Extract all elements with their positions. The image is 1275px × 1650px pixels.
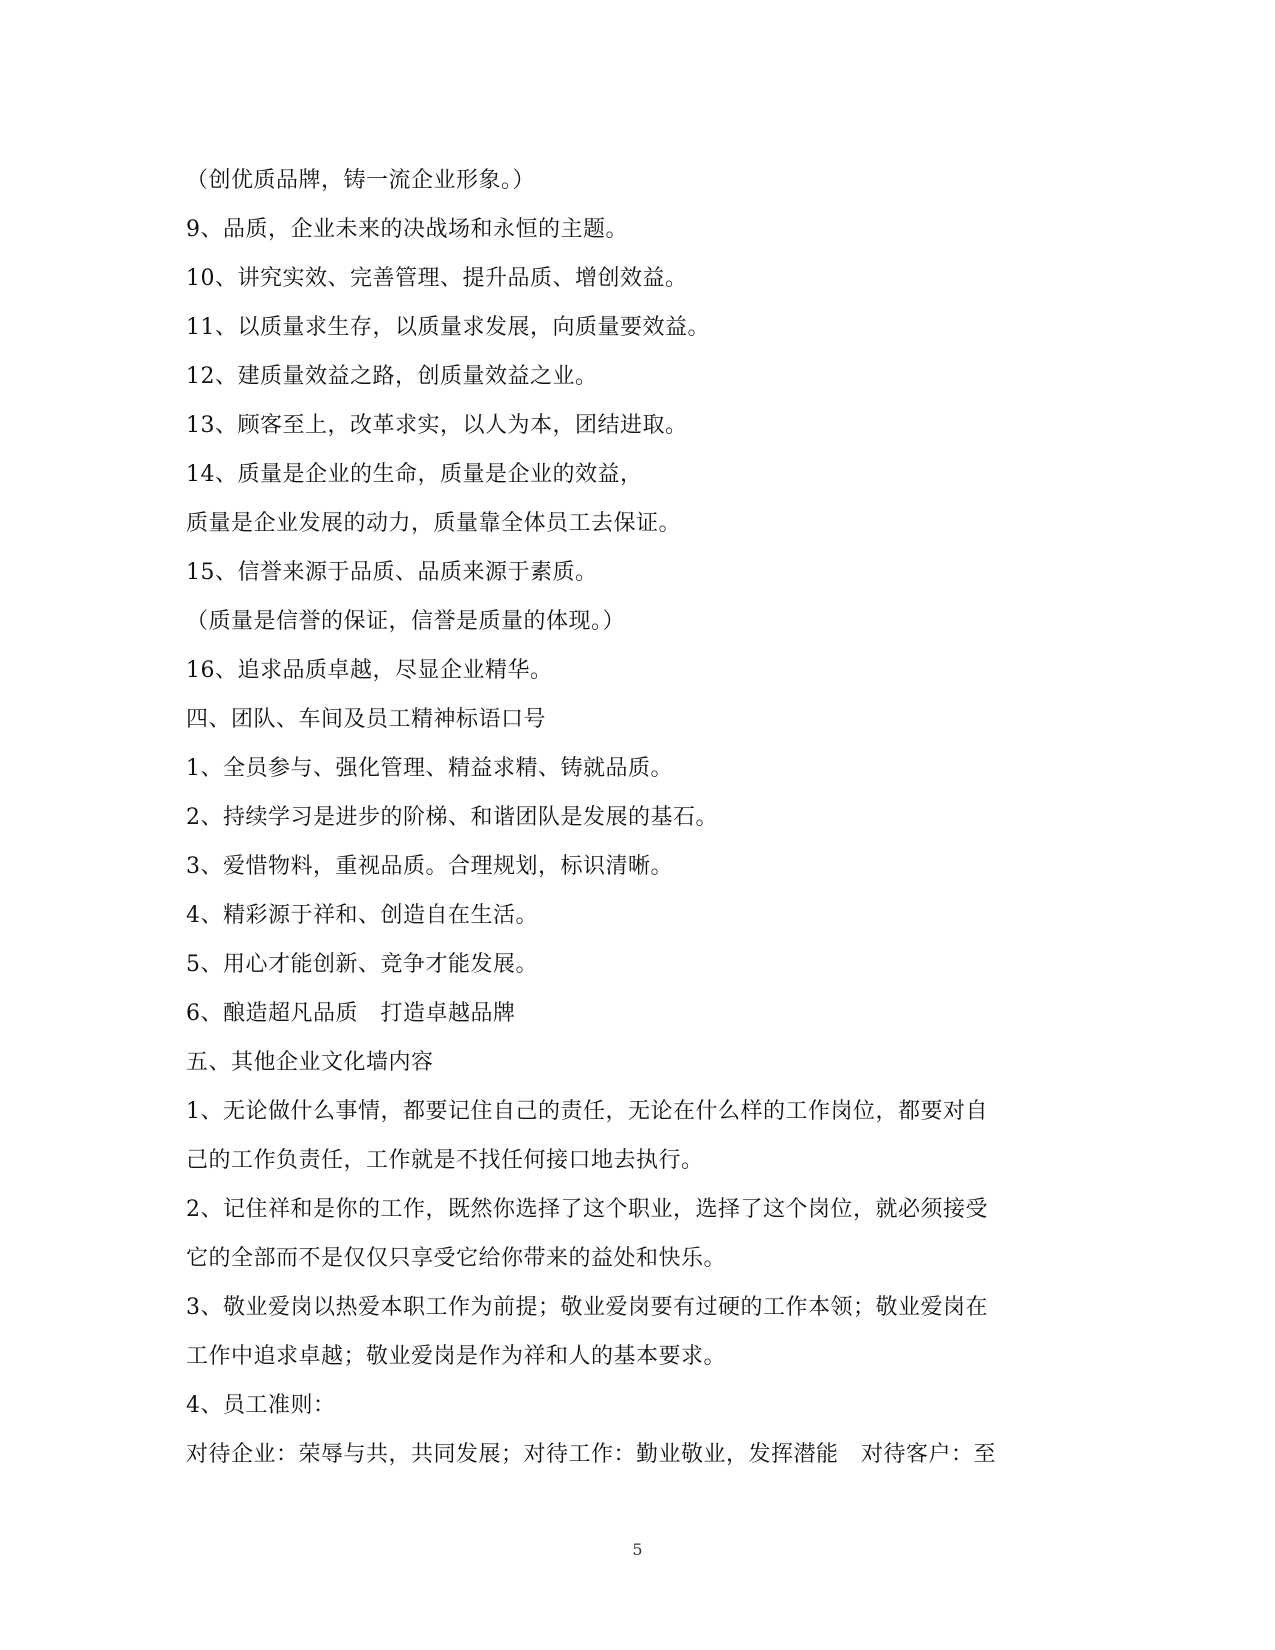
text-line: 己的工作负责任，工作就是不找任何接口地去执行。 bbox=[186, 1148, 704, 1173]
text-line: 3、爱惜物料，重视品质。合理规划，标识清晰。 bbox=[186, 854, 673, 879]
text-line: 12、建质量效益之路，创质量效益之业。 bbox=[186, 364, 598, 389]
text-line: 13、顾客至上，改革求实，以人为本，团结进取。 bbox=[186, 413, 688, 438]
text-line: 6、酿造超凡品质 打造卓越品牌 bbox=[186, 1001, 516, 1026]
text-line: 14、质量是企业的生命，质量是企业的效益， bbox=[186, 462, 643, 487]
text-line: 9、品质，企业未来的决战场和永恒的主题。 bbox=[186, 217, 628, 242]
text-line: 2、持续学习是进步的阶梯、和谐团队是发展的基石。 bbox=[186, 805, 718, 830]
text-line: 16、追求品质卓越，尽显企业精华。 bbox=[186, 658, 553, 683]
text-line: 15、信誉来源于品质、品质来源于素质。 bbox=[186, 560, 598, 585]
text-line: 1、无论做什么事情，都要记住自己的责任，无论在什么样的工作岗位，都要对自 bbox=[186, 1099, 988, 1124]
text-line: 2、记住祥和是你的工作，既然你选择了这个职业，选择了这个岗位，就必须接受 bbox=[186, 1197, 988, 1222]
text-line: 5、用心才能创新、竞争才能发展。 bbox=[186, 952, 538, 977]
text-line: 11、以质量求生存，以质量求发展，向质量要效益。 bbox=[186, 315, 710, 340]
text-line: 10、讲究实效、完善管理、提升品质、增创效益。 bbox=[186, 266, 688, 291]
text-line: （创优质品牌，铸一流企业形象。） bbox=[186, 168, 536, 193]
text-line: 它的全部而不是仅仅只享受它给你带来的益处和快乐。 bbox=[186, 1246, 727, 1271]
text-line: 工作中追求卓越；敬业爱岗是作为祥和人的基本要求。 bbox=[186, 1344, 727, 1369]
text-line: 4、精彩源于祥和、创造自在生活。 bbox=[186, 903, 538, 928]
text-line: 4、员工准则： bbox=[186, 1393, 336, 1418]
page-body bbox=[186, 156, 1086, 1479]
text-line: 质量是企业发展的动力，质量靠全体员工去保证。 bbox=[186, 511, 682, 536]
text-line: 对待企业：荣辱与共，共同发展；对待工作：勤业敬业，发挥潜能 对待客户：至 bbox=[186, 1442, 997, 1467]
text-line: 1、全员参与、强化管理、精益求精、铸就品质。 bbox=[186, 756, 673, 781]
page-number: 5 bbox=[632, 1540, 643, 1559]
text-line: 3、敬业爱岗以热爱本职工作为前提；敬业爱岗要有过硬的工作本领；敬业爱岗在 bbox=[186, 1295, 988, 1320]
section-heading: 五、其他企业文化墙内容 bbox=[186, 1050, 434, 1075]
section-heading: 四、团队、车间及员工精神标语口号 bbox=[186, 707, 547, 732]
text-line: （质量是信誉的保证，信誉是质量的体现。） bbox=[186, 609, 626, 634]
